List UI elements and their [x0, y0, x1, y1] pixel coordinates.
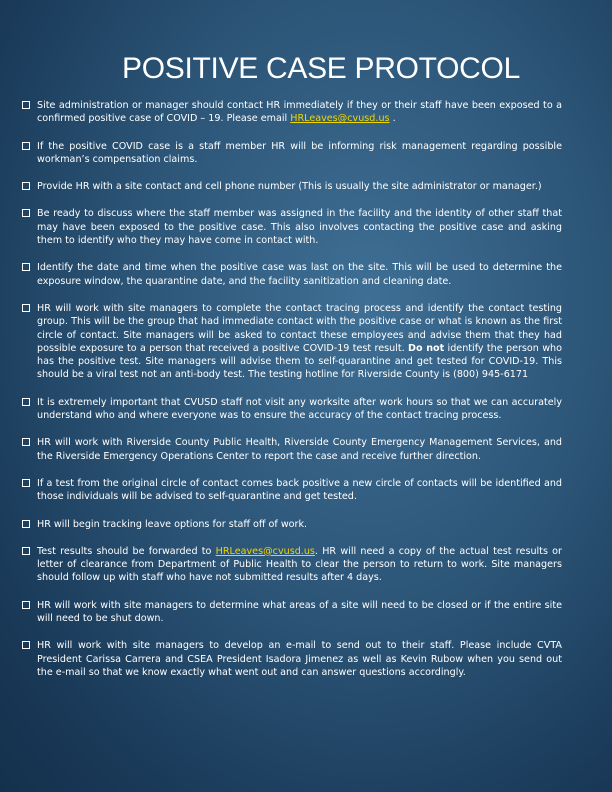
checkbox-icon [22, 182, 30, 190]
list-item-text: HR will work with site managers to determine what areas of a site will need to be closed or if the entire site will need to be shut down. [37, 599, 562, 625]
list-item-text: HR will work with site managers to develop an e-mail to send out to their staff. Please include CVTA President Carissa Carrera and CSEA President Isadora Jimenez as well as Kevin Rubow when you send out the e-mail so that we know exactly what went out and can answer questions accordingly. [37, 640, 562, 678]
list-item-text: If a test from the original circle of contact comes back positive a new circle of contacts will be identified and those individuals will be advised to self-quarantine and get tested. [37, 477, 562, 503]
list-item [22, 180, 562, 193]
page-title: POSITIVE CASE PROTOCOL [122, 52, 520, 85]
list-item [22, 639, 562, 679]
checkbox-icon [22, 263, 30, 271]
list-item [22, 207, 562, 247]
email-link[interactable]: HRLeaves@cvusd.us [215, 545, 315, 557]
list-item [22, 599, 562, 626]
checkbox-icon [22, 304, 30, 312]
list-item-text: Identify the date and time when the positive case was last on the site. This will be used to determine the exposure window, the quarantine date, and the facility sanitization and cleaning date. [37, 262, 562, 287]
list-item [22, 140, 562, 167]
list-item [22, 545, 562, 585]
list-item [22, 396, 562, 423]
list-item [22, 302, 562, 382]
list-item-text: HR will begin tracking leave options for staff off of work. [37, 518, 308, 530]
email-link[interactable]: HRLeaves@cvusd.us [290, 113, 390, 125]
list-item [22, 99, 562, 126]
list-item-text: HR will work with Riverside County Public Health, Riverside County Emergency Management Services, and the Riverside Emergency Operations Center to report the case and receive further direction. [37, 437, 562, 462]
protocol-list [22, 99, 562, 679]
list-item-text: Be ready to discuss where the staff member was assigned in the facility and the identity of other staff that may have been exposed to the positive case. This also involves contacting the positive case and asking them to identify who they may have come in contact with. [37, 208, 562, 247]
list-item-text: HR will work with site managers to complete the contact tracing process and identify the contact testing group. This will be the group that had immediate contact with the positive case or what is known as the first circle of contact. Site managers will be asked to contact these employees and advise them that they had possible exposure to a person that received a positive COVID-19 test result. Do not identify the person who has the positive test. Site managers will advise them to self-quarantine and get tested for COVID-19. This should be a viral test not an anti-body test. The testing hotline for Riverside County is (800) 945-6171 [37, 302, 563, 381]
list-item [22, 261, 562, 288]
emphasis-text: Do not [408, 342, 445, 354]
checkbox-icon [22, 209, 30, 217]
list-item-text: If the positive COVID case is a staff member HR will be informing risk management regarding possible workman’s compensation claims. [37, 140, 562, 165]
list-item-text: Test results should be forwarded to HRLeaves@cvusd.us. HR will need a copy of the actual test results or letter of clearance from Department of Public Health to clear the person to return to work. Site managers should follow up with staff who have not submitted results after 4 days. [37, 545, 562, 584]
checkbox-icon [22, 398, 30, 406]
checkbox-icon [22, 142, 30, 150]
checkbox-icon [22, 479, 30, 487]
checkbox-icon [22, 547, 30, 555]
checkbox-icon [22, 520, 30, 528]
list-item [22, 477, 562, 504]
checkbox-icon [22, 438, 30, 446]
list-item-text: It is extremely important that CVUSD staff not visit any worksite after work hours so that we can accurately understand who and where everyone was to ensure the accuracy of the contact tracing process. [37, 396, 562, 422]
checkbox-icon [22, 101, 30, 109]
list-item-text: Provide HR with a site contact and cell phone number (This is usually the site administrator or manager.) [37, 181, 542, 193]
checkbox-icon [22, 641, 30, 649]
list-item [22, 518, 562, 531]
list-item-text: Site administration or manager should contact HR immediately if they or their staff have been exposed to a confirmed positive case of COVID – 19. Please email HRLeaves@cvusd.us . [37, 100, 562, 125]
list-item [22, 436, 562, 463]
checkbox-icon [22, 601, 30, 609]
